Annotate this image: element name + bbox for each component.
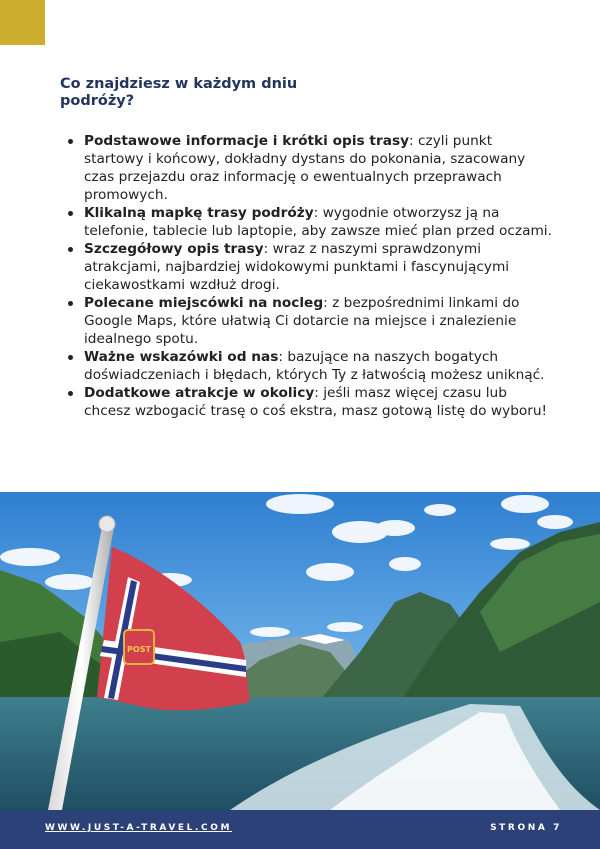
bullet-icon [68, 247, 73, 252]
website-link[interactable]: WWW.JUST-A-TRAVEL.COM [45, 823, 233, 833]
flag-emblem-text: POST [127, 645, 151, 654]
list-item-bold: Ważne wskazówki od nas [84, 349, 279, 365]
list-item [64, 294, 554, 348]
bullet-icon [68, 139, 73, 144]
fjord-photo [0, 492, 600, 810]
list-item-text: : jeśli masz więcej czasu lub chcesz wzbogacić trasę o coś ekstra, masz gotową listę do wyboru! [84, 385, 548, 419]
list-item-text: : bazujące na naszych bogatych doświadczeniach i błędach, których Ty z łatwością możesz uniknąć. [84, 349, 545, 383]
list-item-bold: Dodatkowe atrakcje w okolicy [84, 385, 315, 401]
list-item [64, 204, 554, 240]
list-item [64, 240, 554, 294]
list-item-text: : z bezpośrednimi linkami do Google Maps, które ułatwią Ci dotarcie na miejsce i znalezienie idealnego spotu. [84, 295, 520, 347]
bullet-icon [68, 391, 73, 396]
list-item-text: : wygodnie otworzysz ją na telefonie, tablecie lub laptopie, aby zawsze mieć plan przed oczami. [84, 205, 552, 239]
list-item-text: : wraz z naszymi sprawdzonymi atrakcjami, najbardziej widokowymi punktami i fascynującymi ciekawostkami wzdłuż drogi. [84, 241, 510, 293]
bullet-icon [68, 355, 73, 360]
corner-accent [0, 0, 45, 45]
page-footer [0, 810, 600, 849]
list-item-bold: Polecane miejscówki na nocleg [84, 295, 324, 311]
feature-list [64, 132, 554, 420]
list-item-bold: Szczegółowy opis trasy [84, 241, 264, 257]
page-number: STRONA 7 [490, 823, 562, 833]
list-item-bold: Podstawowe informacje i krótki opis trasy [84, 133, 410, 149]
bullet-icon [68, 301, 73, 306]
list-item [64, 348, 554, 384]
section-heading: Co znajdziesz w każdym dniu podróży? [60, 76, 298, 109]
bullet-icon [68, 211, 73, 216]
list-item-bold: Klikalną mapkę trasy podróży [84, 205, 314, 221]
list-item [64, 384, 554, 420]
list-item [64, 132, 554, 204]
list-item-text: : czyli punkt startowy i końcowy, dokładny dystans do pokonania, szacowany czas przejazdu oraz informację o ewentualnych przeprawach promowych. [84, 133, 526, 203]
fjord-scene [0, 492, 600, 810]
